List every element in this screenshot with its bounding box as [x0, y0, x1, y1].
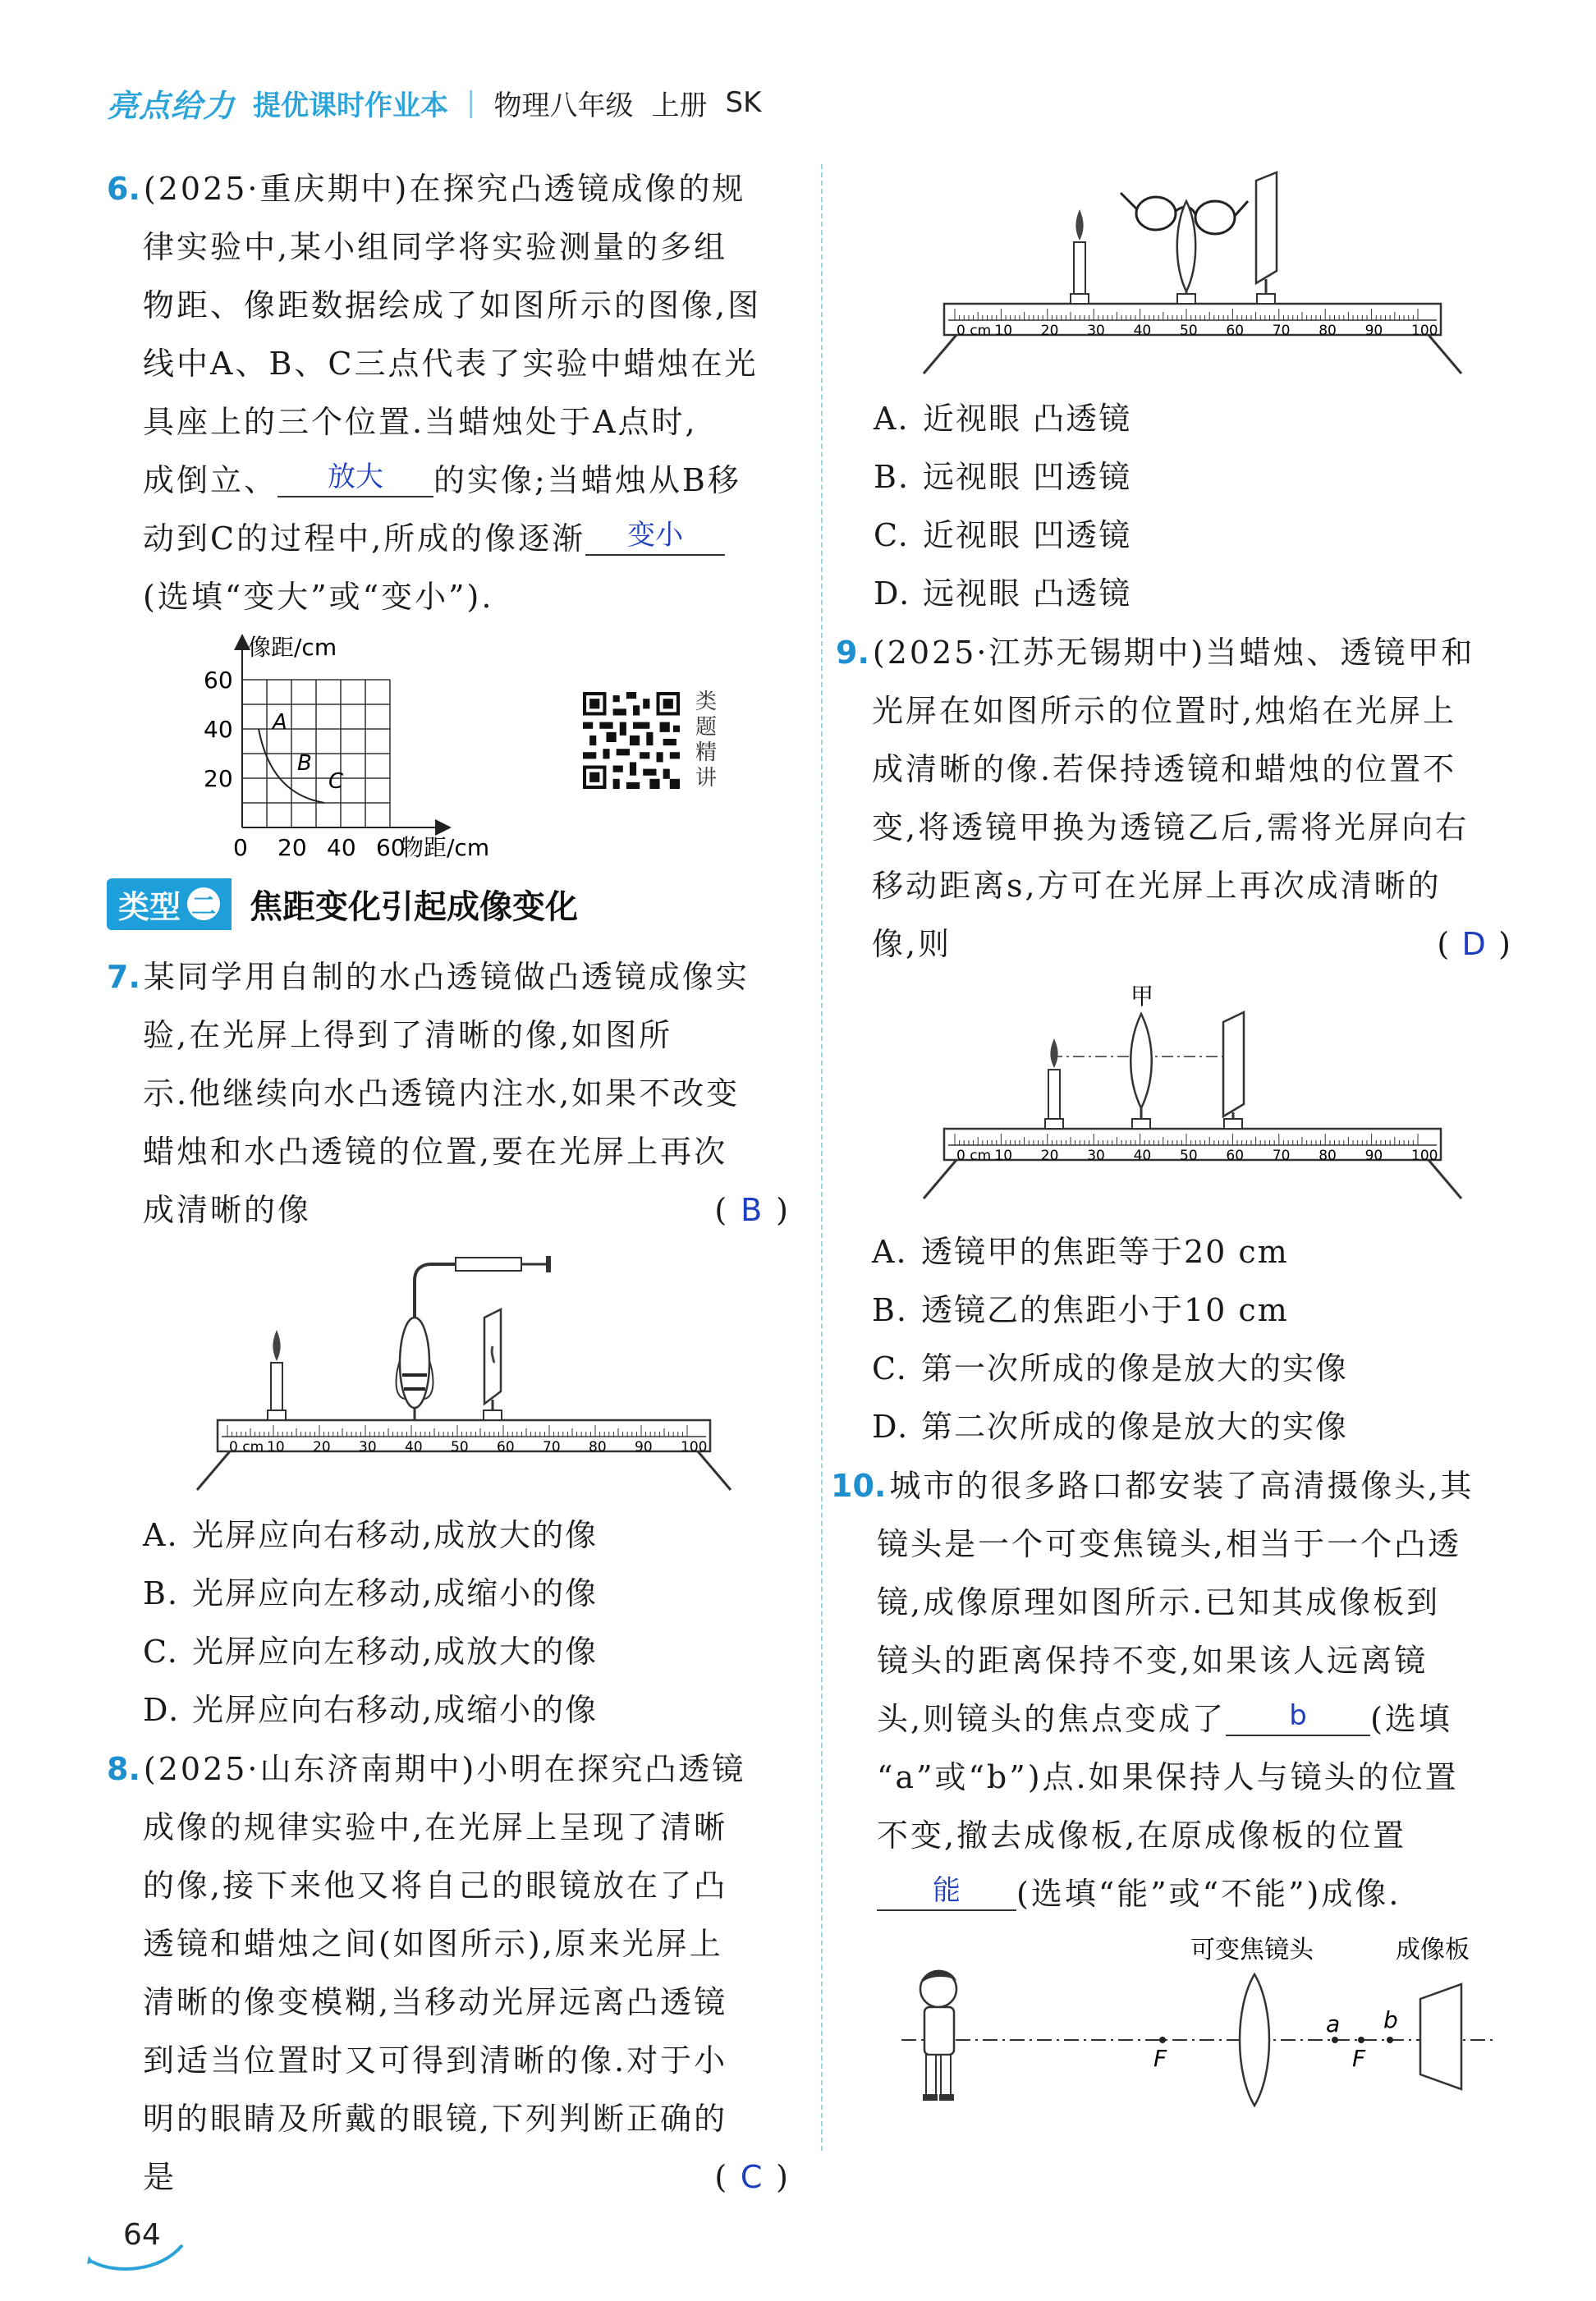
ruler-label: 40: [405, 1439, 423, 1455]
q9-number: 9.: [836, 635, 869, 671]
q9-option-d[interactable]: D. 第二次所成的像是放大的实像: [872, 1409, 1349, 1445]
q8-option-c[interactable]: C. 近视眼 凹透镜: [874, 517, 1132, 553]
ruler-label: 60: [497, 1439, 515, 1455]
header-separator: |: [466, 86, 476, 119]
ruler-label: 80: [1319, 1148, 1337, 1164]
q8-figure: [915, 168, 1474, 386]
q6-answer-2: 变小: [585, 516, 725, 556]
q8-optical-bench: [924, 304, 1461, 374]
q6-number: 6.: [107, 171, 140, 207]
q8-candle: [1071, 209, 1089, 304]
q8-options: [854, 390, 1511, 623]
q6-answer-1: 放大: [277, 458, 433, 497]
q6-graph: [197, 632, 525, 858]
q6-line-4: 线中A、B、C三点代表了实验中蜡烛在光: [143, 346, 759, 382]
q6-line-3: 物距、像距数据绘成了如图所示的图像,图: [143, 287, 762, 323]
q9-line-6: 像,则 ( D ): [854, 915, 1511, 974]
ruler-label: 60: [1226, 323, 1245, 339]
q6-line-5: 具座上的三个位置.当蜡烛处于A点时,: [143, 404, 698, 440]
q6-xtick-20: 20: [277, 834, 307, 858]
subject-label: 物理八年级: [493, 89, 634, 122]
ruler-label: 90: [635, 1439, 653, 1455]
q10-point-b: [1387, 2037, 1393, 2043]
qr-code-icon[interactable]: [583, 692, 680, 789]
q8-line-3: 的像,接下来他又将自己的眼镜放在了凸: [143, 1868, 728, 1904]
ruler-label: 50: [451, 1439, 469, 1455]
ruler-label: 100: [1411, 1148, 1438, 1164]
question-6: [107, 160, 788, 626]
q9-line-2: 光屏在如图所示的位置时,烛焰在光屏上: [872, 693, 1457, 729]
ruler-label: 100: [681, 1439, 708, 1455]
ruler-label: 30: [359, 1439, 377, 1455]
q10-number: 10.: [831, 1468, 887, 1504]
q10-label-b: b: [1383, 2006, 1398, 2033]
ruler-label: 70: [543, 1439, 561, 1455]
ruler-label: 80: [589, 1439, 607, 1455]
q10-F-left: F: [1153, 2045, 1167, 2072]
q10-line-1: 10. 城市的很多路口都安装了高清摄像头,其: [831, 1468, 1474, 1504]
q10-image-board: [1396, 1936, 1470, 2089]
ruler-label: 90: [1364, 323, 1383, 339]
q6-xtick-60: 60: [376, 834, 406, 858]
q10-point-a: [1332, 2037, 1338, 2043]
q7-optical-bench: [197, 1420, 731, 1490]
type-2-banner: [107, 878, 578, 929]
q6-line-6: 成倒立、 放大 的实像;当蜡烛从B移: [107, 451, 788, 510]
q6-xlabel: 物距/cm: [401, 834, 490, 858]
series-title: 提优课时作业本: [253, 89, 449, 122]
q10-line-4: 镜头的距离保持不变,如果该人远离镜: [877, 1643, 1429, 1679]
q9-option-a[interactable]: A. 透镜甲的焦距等于20 cm: [872, 1234, 1289, 1270]
q10-board-label: 成像板: [1396, 1936, 1470, 1964]
q6-ytick-40: 40: [204, 716, 233, 743]
q9-figure: [915, 981, 1474, 1211]
q7-line-5: 成清晰的像 ( B ): [107, 1181, 788, 1240]
q6-ytick-20: 20: [204, 765, 233, 792]
ruler-label: 70: [1272, 323, 1291, 339]
q7-number: 7.: [107, 959, 140, 995]
q7-option-c[interactable]: C. 光屏应向左移动,成放大的像: [143, 1634, 598, 1670]
q9-light-screen: [1223, 1012, 1244, 1129]
ruler-label: 20: [313, 1439, 331, 1455]
page-header: [107, 78, 761, 127]
ruler-label: 0 cm: [956, 323, 992, 339]
q10-answer-2: 能: [877, 1872, 1016, 1911]
q10-line-5: 头,则镜头的焦点变成了 b (选填: [854, 1690, 1511, 1749]
qr-caption: 类 题 精 讲: [695, 690, 717, 791]
q9-line-3: 成清晰的像.若保持透镜和蜡烛的位置不: [872, 751, 1457, 787]
ruler-label: 80: [1319, 323, 1337, 339]
ruler-label: 100: [1411, 323, 1438, 339]
type-2-title: 焦距变化引起成像变化: [250, 887, 579, 926]
q6-line-7: 动到C的过程中,所成的像逐渐 变小: [107, 510, 788, 568]
ruler-label: 0 cm: [956, 1148, 992, 1164]
q10-F-right: F: [1352, 2045, 1366, 2072]
ruler-label: 0 cm: [229, 1439, 264, 1455]
volume-label: 上册: [651, 89, 708, 122]
edition-label: SK: [725, 86, 762, 119]
q8-line-2: 成像的规律实验中,在光屏上呈现了清晰: [143, 1809, 728, 1845]
ruler-label: 50: [1180, 1148, 1198, 1164]
ruler-label: 30: [1087, 1148, 1105, 1164]
q6-line-1: 6. (2025·重庆期中)在探究凸透镜成像的规: [107, 171, 746, 207]
ruler-label: 10: [994, 323, 1013, 339]
question-9: [836, 624, 1511, 974]
q10-label-a: a: [1326, 2010, 1341, 2037]
q10-line-3: 镜,成像原理如图所示.已知其成像板到: [877, 1584, 1441, 1620]
q9-line-1: 9. (2025·江苏无锡期中)当蜡烛、透镜甲和: [836, 635, 1475, 671]
q8-number: 8.: [107, 1751, 140, 1787]
q7-line-4: 蜡烛和水凸透镜的位置,要在光屏上再次: [143, 1134, 728, 1170]
q8-line-1: 8. (2025·山东济南期中)小明在探究凸透镜: [107, 1751, 746, 1787]
q8-option-b[interactable]: B. 远视眼 凹透镜: [874, 459, 1132, 495]
q7-answer: B: [741, 1192, 763, 1228]
q7-option-d[interactable]: D. 光屏应向右移动,成缩小的像: [143, 1692, 598, 1728]
q8-option-d[interactable]: D. 远视眼 凸透镜: [874, 575, 1132, 612]
q7-line-2: 验,在光屏上得到了清晰的像,如图所: [143, 1017, 673, 1053]
q8-line-4: 透镜和蜡烛之间(如图所示),原来光屏上: [143, 1926, 723, 1962]
q9-option-b[interactable]: B. 透镜乙的焦距小于10 cm: [872, 1292, 1289, 1328]
q8-answer: C: [740, 2159, 763, 2195]
q10-answer-1: b: [1226, 1697, 1370, 1736]
question-10: [831, 1457, 1511, 1923]
q10-lens-label: 可变焦镜头: [1190, 1936, 1314, 1964]
q10-line-7: 不变,撤去成像板,在原成像板的位置: [877, 1817, 1407, 1854]
q6-xtick-0: 0: [233, 834, 248, 858]
q7-option-b[interactable]: B. 光屏应向左移动,成缩小的像: [143, 1575, 598, 1611]
q7-water-lens: [397, 1256, 552, 1420]
ruler-label: 70: [1272, 1148, 1291, 1164]
q10-figure: [895, 1933, 1502, 2110]
ruler-label: 40: [1133, 1148, 1152, 1164]
q6-point-B: B: [297, 751, 312, 776]
ruler-label: 20: [1040, 1148, 1059, 1164]
q9-options: [854, 1223, 1511, 1456]
q7-option-a[interactable]: A. 光屏应向右移动,成放大的像: [143, 1517, 598, 1553]
type-2-badge: 类型 二: [107, 878, 232, 930]
q7-candle: [268, 1330, 286, 1420]
q8-answer-bracket: ( C ): [714, 2148, 788, 2207]
q6-ytick-60: 60: [204, 667, 233, 694]
q6-ylabel: 像距/cm: [248, 634, 337, 661]
q7-light-screen: [484, 1309, 502, 1420]
q8-light-screen: [1256, 172, 1277, 304]
q8-line-5: 清晰的像变模糊,当移动光屏远离凸透镜: [143, 1984, 728, 2020]
q9-answer-bracket: ( D ): [1437, 915, 1511, 974]
q6-point-A: A: [273, 710, 287, 735]
page-number: 64: [123, 2218, 161, 2252]
q10-focus-left: [1159, 2037, 1166, 2043]
q7-figure: [185, 1240, 743, 1498]
q7-line-1: 7. 某同学用自制的水凸透镜做凸透镜成像实: [107, 959, 750, 995]
q7-line-3: 示.他继续向水凸透镜内注水,如果不改变: [143, 1075, 741, 1112]
ruler-label: 40: [1133, 323, 1152, 339]
q8-line-6: 到适当位置时又可得到清晰的像.对于小: [143, 2042, 728, 2079]
q10-point-F: [1358, 2037, 1364, 2043]
ruler-label: 50: [1180, 323, 1198, 339]
q10-variable-focus-lens: [1190, 1936, 1314, 2106]
person-icon: [920, 1970, 956, 2101]
q6-line-8: (选填“变大”或“变小”).: [143, 579, 494, 615]
ruler-label: 10: [267, 1439, 285, 1455]
q9-answer: D: [1461, 926, 1486, 962]
ruler-label: 10: [994, 1148, 1013, 1164]
q6-line-2: 律实验中,某小组同学将实验测量的多组: [143, 229, 728, 265]
q9-line-5: 移动距离s,方可在光屏上再次成清晰的: [872, 868, 1442, 904]
q7-answer-bracket: ( B ): [714, 1181, 788, 1240]
q9-lens-jia: [1130, 983, 1153, 1129]
q10-line-2: 镜头是一个可变焦镜头,相当于一个凸透: [877, 1526, 1462, 1562]
q8-option-a[interactable]: A. 近视眼 凸透镜: [874, 401, 1132, 437]
ruler-label: 30: [1087, 323, 1105, 339]
q9-line-4: 变,将透镜甲换为透镜乙后,需将光屏向右: [872, 809, 1470, 846]
brand-logo: 亮点给力: [107, 87, 236, 124]
q8-line-8: 是 ( C ): [107, 2148, 788, 2207]
q8-line-7: 明的眼睛及所戴的眼镜,下列判断正确的: [143, 2101, 728, 2137]
q10-line-6: “a”或“b”)点.如果保持人与镜头的位置: [877, 1759, 1459, 1795]
q9-option-c[interactable]: C. 第一次所成的像是放大的实像: [872, 1350, 1349, 1387]
ruler-label: 20: [1040, 323, 1059, 339]
ruler-label: 90: [1364, 1148, 1383, 1164]
q8-convex-lens: [1177, 201, 1196, 304]
question-8: [107, 1740, 788, 2207]
q6-point-C: C: [328, 769, 344, 794]
q9-lens-label: 甲: [1130, 983, 1154, 1010]
question-7: [107, 948, 788, 1240]
q6-xtick-40: 40: [327, 834, 356, 858]
q7-options: [107, 1506, 788, 1740]
q9-candle: [1045, 1038, 1063, 1129]
ruler-label: 60: [1226, 1148, 1245, 1164]
q9-optical-bench: [924, 1129, 1461, 1199]
column-divider: [821, 164, 823, 2151]
q6-grid: [242, 680, 390, 827]
q10-line-8: 能 (选填“能”或“不能”)成像.: [854, 1865, 1511, 1923]
